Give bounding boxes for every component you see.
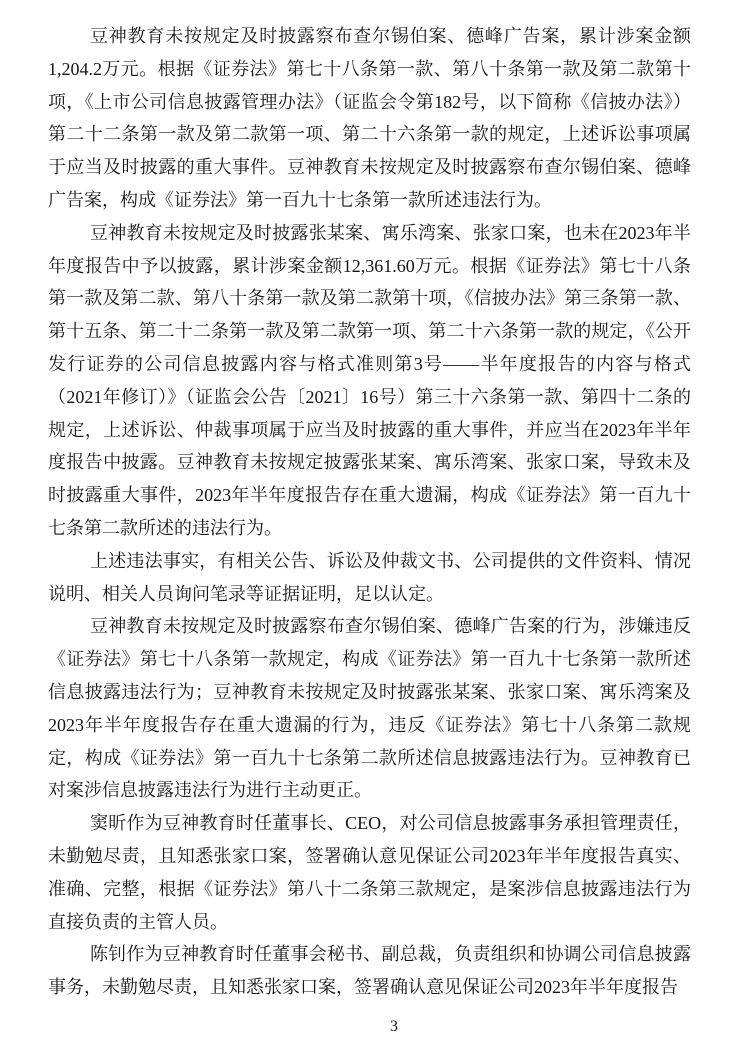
paragraph-legal-conclusion: 豆神教育未按规定及时披露察布查尔锡伯案、德峰广告案的行为，涉嫌违反《证券法》第七十八条第一款规定，构成《证券法》第一百九十七条第一款所述信息披露违法行为；豆神教育未按规定及时披露张某案、张家口案、寓乐湾案及2023年半年度报告存在重大遗漏的行为，违反《证券法》第七十八条第二款规定，构成《证券法》第一百九十七条第二款所述信息披露违法行为。豆神教育已对案涉信息披露违法行为进行主动更正。 xyxy=(48,616,691,801)
paragraph-responsible-person-douxin: 窦昕作为豆神教育时任董事长、CEO，对公司信息披露事务承担管理责任，未勤勉尽责，且知悉张家口案，签署确认意见保证公司2023年半年度报告真实、准确、完整，根据《证券法》第八十二条第三款规定，是案涉信息披露违法行为直接负责的主管人员。 xyxy=(48,813,691,932)
paragraph-responsible-person-chenzhao: 陈钊作为豆神教育时任董事会秘书、副总裁，负责组织和协调公司信息披露事务，未勤勉尽责，且知悉张家口案，签署确认意见保证公司2023年半年度报告 xyxy=(48,944,691,998)
paragraph-disclosure-violation-2: 豆神教育未按规定及时披露张某案、寓乐湾案、张家口案，也未在2023年半年度报告中予以披露，累计涉案金额12,361.60万元。根据《证券法》第七十八条第一款及第二款、第八十条第一款及第二款第十项，《信披办法》第三条第一款、第十五条、第二十二条第一款及第二款第一项、第二十六条第一款的规定，《公开发行证券的公司信息披露内容与格式准则第3号——半年度报告的内容与格式（2021年修订）》（证监会公告〔2021〕16号）第三十六条第一款、第四十二条的规定，上述诉讼、仲裁事项属于应当及时披露的重大事件，并应当在2023年半年度报告中披露。豆神教育未按规定披露张某案、寓乐湾案、张家口案，导致未及时披露重大事件，2023年半年度报告存在重大遗漏，构成《证券法》第一百九十七条第二款所述的违法行为。 xyxy=(48,222,691,538)
page-number: 3 xyxy=(390,1018,398,1035)
paragraph-disclosure-violation-1: 豆神教育未按规定及时披露察布查尔锡伯案、德峰广告案，累计涉案金额1,204.2万元。根据《证券法》第七十八条第一款、第八十条第一款及第二款第十项，《上市公司信息披露管理办法》（证监会令第182号，以下简称《信披办法》）第二十二条第一款及第二款第一项、第二十六条第一款的规定，上述诉讼事项属于应当及时披露的重大事件。豆神教育未按规定及时披露察布查尔锡伯案、德峰广告案，构成《证券法》第一百九十七条第一款所述违法行为。 xyxy=(48,26,691,210)
paragraph-evidence: 上述违法事实，有相关公告、诉讼及仲裁文书、公司提供的文件资料、情况说明、相关人员询问笔录等证据证明，足以认定。 xyxy=(48,550,691,604)
document-body xyxy=(48,20,691,1004)
